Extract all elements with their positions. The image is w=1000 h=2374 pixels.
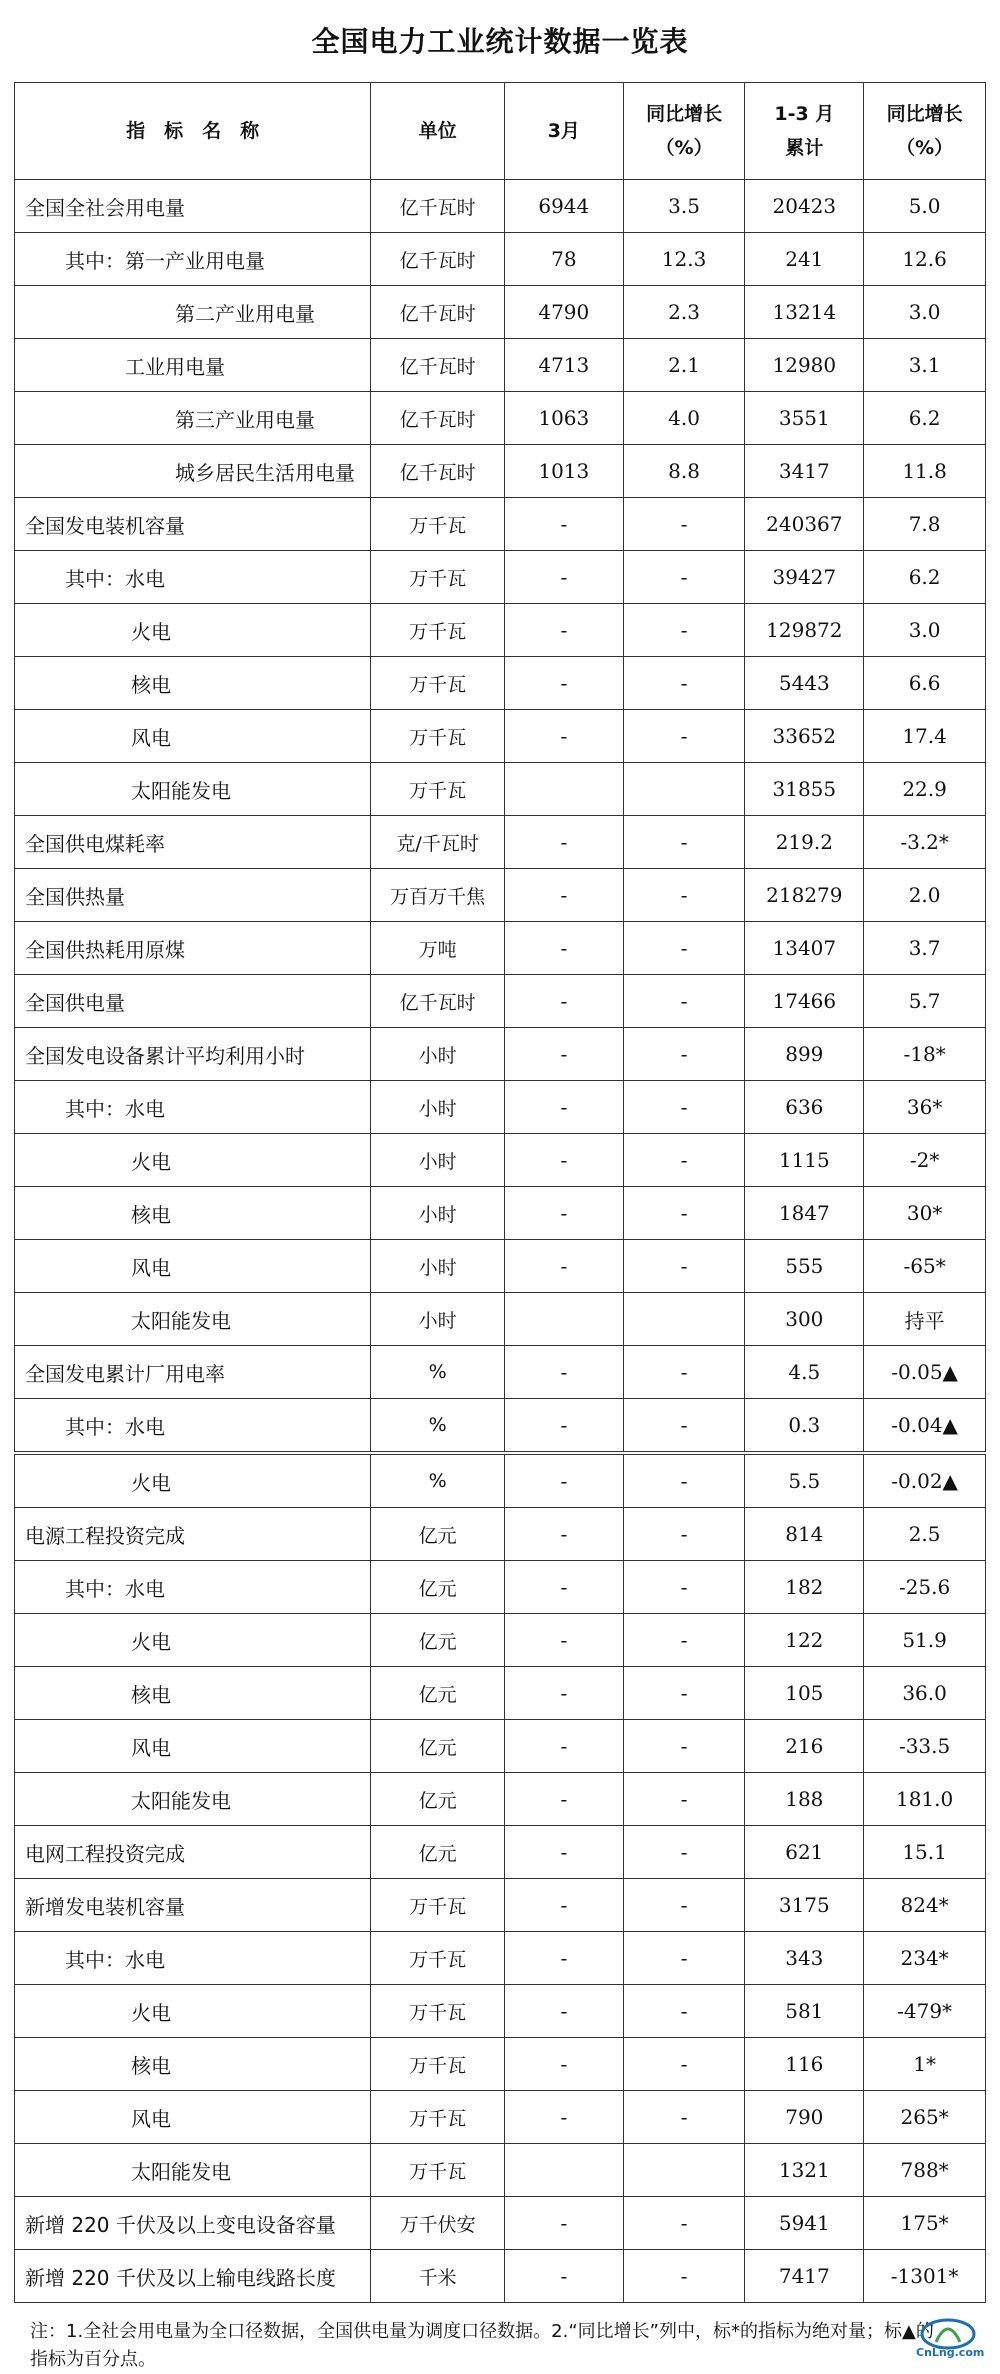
row-cumulative-cell: 3551 — [745, 392, 864, 445]
row-month-yoy-cell: - — [623, 1826, 745, 1879]
table-row — [15, 445, 986, 498]
row-name-cell: 工业用电量 — [15, 339, 371, 392]
header-cumulative-yoy-line2: （%） — [896, 137, 954, 159]
table-row — [15, 975, 986, 1028]
row-cumulative-yoy-cell: 12.6 — [864, 233, 986, 286]
row-month-yoy-cell: - — [623, 1720, 745, 1773]
row-name-cell: 其中：水电 — [15, 1561, 371, 1614]
row-cumulative-cell: 814 — [745, 1508, 864, 1561]
header-cumulative-line2: 累计 — [785, 137, 824, 159]
row-cumulative-yoy-cell: 3.0 — [864, 286, 986, 339]
row-unit-cell: 万千瓦 — [371, 2144, 505, 2197]
row-unit-cell: 亿元 — [371, 1826, 505, 1879]
row-cumulative-cell: 240367 — [745, 498, 864, 551]
row-month-cell: 78 — [504, 233, 623, 286]
table-row — [15, 1826, 986, 1879]
row-cumulative-cell: 555 — [745, 1240, 864, 1293]
row-name-cell: 全国发电累计厂用电率 — [15, 1346, 371, 1399]
row-month-cell: - — [504, 1134, 623, 1187]
row-cumulative-yoy-cell: 2.5 — [864, 1508, 986, 1561]
row-cumulative-cell: 1321 — [745, 2144, 864, 2197]
row-cumulative-cell: 20423 — [745, 180, 864, 233]
row-name-cell: 全国全社会用电量 — [15, 180, 371, 233]
row-month-yoy-cell: - — [623, 1879, 745, 1932]
row-cumulative-yoy-cell: -0.05▲ — [864, 1346, 986, 1399]
row-cumulative-yoy-cell: 6.2 — [864, 392, 986, 445]
row-month-yoy-cell: - — [623, 1399, 745, 1454]
row-unit-cell: % — [371, 1346, 505, 1399]
site-logo — [916, 2312, 985, 2364]
row-month-cell: - — [504, 1346, 623, 1399]
row-name-cell: 太阳能发电 — [15, 1773, 371, 1826]
row-cumulative-cell: 3417 — [745, 445, 864, 498]
row-month-yoy-cell: - — [623, 1667, 745, 1720]
row-month-yoy-cell: - — [623, 1773, 745, 1826]
row-cumulative-cell: 0.3 — [745, 1399, 864, 1454]
row-month-yoy-cell: - — [623, 1985, 745, 2038]
row-unit-cell: 小时 — [371, 1293, 505, 1346]
row-name-cell: 新增 220 千伏及以上输电线路长度 — [15, 2250, 371, 2303]
table-row — [15, 763, 986, 816]
row-month-yoy-cell: - — [623, 604, 745, 657]
row-cumulative-yoy-cell: 6.6 — [864, 657, 986, 710]
table-row — [15, 1187, 986, 1240]
row-cumulative-yoy-cell: -1301* — [864, 2250, 986, 2303]
row-cumulative-yoy-cell: 30* — [864, 1187, 986, 1240]
table-row — [15, 869, 986, 922]
row-month-cell: - — [504, 922, 623, 975]
row-cumulative-cell: 3175 — [745, 1879, 864, 1932]
table-row — [15, 1508, 986, 1561]
row-unit-cell: 亿千瓦时 — [371, 445, 505, 498]
row-name-cell: 火电 — [15, 604, 371, 657]
row-unit-cell: 亿元 — [371, 1773, 505, 1826]
row-month-cell — [504, 2144, 623, 2197]
row-name-cell: 风电 — [15, 1720, 371, 1773]
row-unit-cell: 亿元 — [371, 1667, 505, 1720]
table-row — [15, 2091, 986, 2144]
row-cumulative-yoy-cell: 3.7 — [864, 922, 986, 975]
row-cumulative-cell: 899 — [745, 1028, 864, 1081]
row-cumulative-cell: 33652 — [745, 710, 864, 763]
row-name-cell: 火电 — [15, 1134, 371, 1187]
row-cumulative-yoy-cell: 36.0 — [864, 1667, 986, 1720]
row-name-cell: 其中：水电 — [15, 1932, 371, 1985]
row-month-cell: - — [504, 1081, 623, 1134]
row-cumulative-cell: 343 — [745, 1932, 864, 1985]
row-month-yoy-cell: - — [623, 1187, 745, 1240]
row-cumulative-yoy-cell: -0.04▲ — [864, 1399, 986, 1454]
table-row — [15, 816, 986, 869]
table-row — [15, 1561, 986, 1614]
row-cumulative-yoy-cell: 22.9 — [864, 763, 986, 816]
row-unit-cell: 小时 — [371, 1187, 505, 1240]
row-cumulative-yoy-cell: 15.1 — [864, 1826, 986, 1879]
row-cumulative-yoy-cell: 788* — [864, 2144, 986, 2197]
table-row — [15, 657, 986, 710]
row-name-cell: 全国发电装机容量 — [15, 498, 371, 551]
row-month-yoy-cell: - — [623, 1081, 745, 1134]
row-month-cell: - — [504, 1508, 623, 1561]
row-name-cell: 核电 — [15, 1667, 371, 1720]
row-unit-cell: 万千瓦 — [371, 1932, 505, 1985]
row-cumulative-yoy-cell: -33.5 — [864, 1720, 986, 1773]
row-cumulative-cell: 13407 — [745, 922, 864, 975]
row-month-yoy-cell: - — [623, 1561, 745, 1614]
row-unit-cell: 小时 — [371, 1028, 505, 1081]
row-cumulative-cell: 218279 — [745, 869, 864, 922]
header-unit: 单位 — [371, 83, 505, 180]
row-name-cell: 火电 — [15, 1614, 371, 1667]
row-unit-cell: 亿千瓦时 — [371, 975, 505, 1028]
row-unit-cell: 万千伏安 — [371, 2197, 505, 2250]
row-cumulative-cell: 4.5 — [745, 1346, 864, 1399]
row-month-yoy-cell: - — [623, 498, 745, 551]
row-month-yoy-cell: - — [623, 2038, 745, 2091]
row-name-cell: 火电 — [15, 1453, 371, 1508]
table-row — [15, 2197, 986, 2250]
row-cumulative-yoy-cell: 7.8 — [864, 498, 986, 551]
logo-text: CnLng.com — [916, 2346, 985, 2359]
table-row — [15, 1028, 986, 1081]
row-month-yoy-cell: - — [623, 1453, 745, 1508]
row-month-cell: - — [504, 1932, 623, 1985]
header-name: 指 标 名 称 — [15, 83, 371, 180]
row-name-cell: 风电 — [15, 710, 371, 763]
row-unit-cell: 万千瓦 — [371, 551, 505, 604]
row-month-cell: - — [504, 975, 623, 1028]
row-cumulative-cell: 116 — [745, 2038, 864, 2091]
row-cumulative-cell: 188 — [745, 1773, 864, 1826]
row-name-cell: 核电 — [15, 1187, 371, 1240]
row-name-cell: 全国供热耗用原煤 — [15, 922, 371, 975]
row-month-yoy-cell: - — [623, 1346, 745, 1399]
row-month-cell: - — [504, 869, 623, 922]
row-unit-cell: 万千瓦 — [371, 604, 505, 657]
table-row — [15, 1134, 986, 1187]
row-cumulative-yoy-cell: -479* — [864, 1985, 986, 2038]
row-name-cell: 全国供电量 — [15, 975, 371, 1028]
row-cumulative-yoy-cell: 3.0 — [864, 604, 986, 657]
row-name-cell: 新增 220 千伏及以上变电设备容量 — [15, 2197, 371, 2250]
row-month-yoy-cell: - — [623, 816, 745, 869]
row-unit-cell: 万千瓦 — [371, 657, 505, 710]
row-month-cell: - — [504, 604, 623, 657]
row-unit-cell: 亿元 — [371, 1508, 505, 1561]
row-month-cell: - — [504, 710, 623, 763]
row-unit-cell: 亿千瓦时 — [371, 180, 505, 233]
row-name-cell: 电源工程投资完成 — [15, 1508, 371, 1561]
row-cumulative-cell: 5443 — [745, 657, 864, 710]
statistics-table — [14, 82, 986, 2303]
row-month-yoy-cell: - — [623, 657, 745, 710]
row-name-cell: 其中：水电 — [15, 1081, 371, 1134]
footnote: 注：1.全社会用电量为全口径数据，全国供电量为调度口径数据。2.“同比增长”列中，标*的指标为绝对量；标▲的指标为百分点。 — [30, 2321, 934, 2370]
table-row — [15, 551, 986, 604]
row-unit-cell: 万千瓦 — [371, 710, 505, 763]
row-month-cell: - — [504, 1773, 623, 1826]
row-name-cell: 全国供电煤耗率 — [15, 816, 371, 869]
row-name-cell: 风电 — [15, 2091, 371, 2144]
row-month-yoy-cell: 4.0 — [623, 392, 745, 445]
row-cumulative-cell: 219.2 — [745, 816, 864, 869]
row-name-cell: 其中：第一产业用电量 — [15, 233, 371, 286]
row-month-cell: - — [504, 1028, 623, 1081]
header-month-yoy-line1: 同比增长 — [646, 103, 723, 125]
row-month-cell: - — [504, 1826, 623, 1879]
row-unit-cell: 万千瓦 — [371, 2091, 505, 2144]
table-row — [15, 498, 986, 551]
table-row — [15, 1985, 986, 2038]
row-month-cell: - — [504, 2197, 623, 2250]
row-month-yoy-cell — [623, 2144, 745, 2197]
row-unit-cell: 万吨 — [371, 922, 505, 975]
row-unit-cell: 万百万千焦 — [371, 869, 505, 922]
row-name-cell: 全国发电设备累计平均利用小时 — [15, 1028, 371, 1081]
row-cumulative-cell: 5941 — [745, 2197, 864, 2250]
row-month-cell: - — [504, 1453, 623, 1508]
row-unit-cell: 万千瓦 — [371, 763, 505, 816]
row-cumulative-yoy-cell: 3.1 — [864, 339, 986, 392]
row-cumulative-cell: 105 — [745, 1667, 864, 1720]
row-month-cell: - — [504, 1879, 623, 1932]
row-cumulative-yoy-cell: 51.9 — [864, 1614, 986, 1667]
row-month-yoy-cell: - — [623, 975, 745, 1028]
table-row — [15, 1667, 986, 1720]
row-cumulative-yoy-cell: 5.0 — [864, 180, 986, 233]
table-row — [15, 1081, 986, 1134]
row-month-yoy-cell — [623, 763, 745, 816]
row-cumulative-yoy-cell: 36* — [864, 1081, 986, 1134]
row-cumulative-yoy-cell: -2* — [864, 1134, 986, 1187]
row-name-cell: 风电 — [15, 1240, 371, 1293]
table-row — [15, 710, 986, 763]
row-name-cell: 新增发电装机容量 — [15, 1879, 371, 1932]
row-unit-cell: 千米 — [371, 2250, 505, 2303]
row-cumulative-yoy-cell: 265* — [864, 2091, 986, 2144]
row-cumulative-cell: 12980 — [745, 339, 864, 392]
row-cumulative-yoy-cell: -65* — [864, 1240, 986, 1293]
row-cumulative-cell: 581 — [745, 1985, 864, 2038]
row-cumulative-yoy-cell: 11.8 — [864, 445, 986, 498]
row-month-cell: - — [504, 2038, 623, 2091]
row-month-yoy-cell: - — [623, 1508, 745, 1561]
table-row — [15, 1453, 986, 1508]
row-unit-cell: 小时 — [371, 1134, 505, 1187]
row-month-yoy-cell: 8.8 — [623, 445, 745, 498]
row-unit-cell: 万千瓦 — [371, 1879, 505, 1932]
row-cumulative-yoy-cell: 5.7 — [864, 975, 986, 1028]
table-row — [15, 1240, 986, 1293]
row-month-cell: - — [504, 1614, 623, 1667]
row-month-yoy-cell: - — [623, 551, 745, 604]
row-month-yoy-cell: - — [623, 1134, 745, 1187]
row-cumulative-cell: 1847 — [745, 1187, 864, 1240]
row-name-cell: 全国供热量 — [15, 869, 371, 922]
row-month-cell: 1013 — [504, 445, 623, 498]
header-cumulative-yoy — [864, 83, 986, 180]
header-month-yoy — [623, 83, 745, 180]
row-month-cell: - — [504, 1187, 623, 1240]
row-month-cell: - — [504, 1720, 623, 1773]
table-row — [15, 233, 986, 286]
row-month-yoy-cell: - — [623, 1028, 745, 1081]
row-unit-cell: 亿千瓦时 — [371, 233, 505, 286]
table-row — [15, 1932, 986, 1985]
row-month-yoy-cell: 2.3 — [623, 286, 745, 339]
row-month-cell: 4713 — [504, 339, 623, 392]
header-month-yoy-line2: （%） — [655, 137, 713, 159]
row-month-cell: - — [504, 551, 623, 604]
row-month-cell — [504, 1293, 623, 1346]
row-cumulative-cell: 31855 — [745, 763, 864, 816]
row-cumulative-cell: 216 — [745, 1720, 864, 1773]
row-month-yoy-cell: - — [623, 2197, 745, 2250]
table-row — [15, 2250, 986, 2303]
row-cumulative-yoy-cell: 175* — [864, 2197, 986, 2250]
row-month-cell: - — [504, 1240, 623, 1293]
table-body — [15, 180, 986, 2303]
row-unit-cell: 万千瓦 — [371, 2038, 505, 2091]
row-month-yoy-cell: 3.5 — [623, 180, 745, 233]
row-month-yoy-cell: - — [623, 869, 745, 922]
row-month-cell: 4790 — [504, 286, 623, 339]
row-month-cell: - — [504, 1667, 623, 1720]
row-month-cell: 1063 — [504, 392, 623, 445]
header-cumulative-line1: 1-3 月 — [774, 103, 835, 125]
row-unit-cell: 万千瓦 — [371, 498, 505, 551]
row-cumulative-cell: 636 — [745, 1081, 864, 1134]
table-row — [15, 286, 986, 339]
row-cumulative-cell: 13214 — [745, 286, 864, 339]
table-row — [15, 604, 986, 657]
row-cumulative-yoy-cell: 234* — [864, 1932, 986, 1985]
row-unit-cell: % — [371, 1453, 505, 1508]
row-cumulative-yoy-cell: 17.4 — [864, 710, 986, 763]
row-month-cell: - — [504, 1399, 623, 1454]
row-cumulative-yoy-cell: 2.0 — [864, 869, 986, 922]
row-month-cell: - — [504, 2250, 623, 2303]
row-name-cell: 电网工程投资完成 — [15, 1826, 371, 1879]
row-unit-cell: 亿千瓦时 — [371, 286, 505, 339]
row-unit-cell: 亿元 — [371, 1614, 505, 1667]
table-row — [15, 392, 986, 445]
table-row — [15, 1293, 986, 1346]
row-unit-cell: 亿元 — [371, 1720, 505, 1773]
row-unit-cell: 万千瓦 — [371, 1985, 505, 2038]
table-row — [15, 180, 986, 233]
row-month-yoy-cell: - — [623, 1614, 745, 1667]
row-month-cell — [504, 763, 623, 816]
row-cumulative-cell: 5.5 — [745, 1453, 864, 1508]
row-name-cell: 其中：水电 — [15, 551, 371, 604]
row-cumulative-cell: 621 — [745, 1826, 864, 1879]
row-unit-cell: 克/千瓦时 — [371, 816, 505, 869]
page-title: 全国电力工业统计数据一览表 — [311, 25, 689, 58]
row-month-cell: - — [504, 2091, 623, 2144]
row-month-yoy-cell: 2.1 — [623, 339, 745, 392]
row-cumulative-cell: 129872 — [745, 604, 864, 657]
row-month-yoy-cell: 12.3 — [623, 233, 745, 286]
header-cumulative-yoy-line1: 同比增长 — [886, 103, 963, 125]
row-month-yoy-cell — [623, 1293, 745, 1346]
row-cumulative-cell: 122 — [745, 1614, 864, 1667]
header-cumulative — [745, 83, 864, 180]
row-month-yoy-cell: - — [623, 710, 745, 763]
row-month-cell: - — [504, 1985, 623, 2038]
table-row — [15, 2144, 986, 2197]
row-cumulative-cell: 39427 — [745, 551, 864, 604]
row-month-cell: - — [504, 498, 623, 551]
row-month-cell: - — [504, 657, 623, 710]
row-name-cell: 其中：水电 — [15, 1399, 371, 1454]
row-month-cell: - — [504, 1561, 623, 1614]
row-month-yoy-cell: - — [623, 2091, 745, 2144]
table-row — [15, 1614, 986, 1667]
row-name-cell: 火电 — [15, 1985, 371, 2038]
row-name-cell: 太阳能发电 — [15, 763, 371, 816]
row-month-cell: - — [504, 816, 623, 869]
row-unit-cell: 亿千瓦时 — [371, 339, 505, 392]
row-unit-cell: % — [371, 1399, 505, 1454]
row-cumulative-yoy-cell: -18* — [864, 1028, 986, 1081]
row-cumulative-yoy-cell: 持平 — [864, 1293, 986, 1346]
row-unit-cell: 小时 — [371, 1240, 505, 1293]
row-cumulative-yoy-cell: 824* — [864, 1879, 986, 1932]
row-unit-cell: 亿千瓦时 — [371, 392, 505, 445]
row-cumulative-yoy-cell: -25.6 — [864, 1561, 986, 1614]
row-cumulative-cell: 300 — [745, 1293, 864, 1346]
row-name-cell: 第二产业用电量 — [15, 286, 371, 339]
row-name-cell: 城乡居民生活用电量 — [15, 445, 371, 498]
row-cumulative-yoy-cell: -0.02▲ — [864, 1453, 986, 1508]
row-month-yoy-cell: - — [623, 1932, 745, 1985]
row-cumulative-cell: 241 — [745, 233, 864, 286]
row-month-yoy-cell: - — [623, 922, 745, 975]
table-row — [15, 1879, 986, 1932]
table-row — [15, 922, 986, 975]
row-cumulative-cell: 17466 — [745, 975, 864, 1028]
row-cumulative-cell: 182 — [745, 1561, 864, 1614]
row-name-cell: 太阳能发电 — [15, 2144, 371, 2197]
row-month-cell: 6944 — [504, 180, 623, 233]
row-unit-cell: 亿元 — [371, 1561, 505, 1614]
table-header-row — [15, 83, 986, 180]
row-unit-cell: 小时 — [371, 1081, 505, 1134]
table-row — [15, 1399, 986, 1454]
row-cumulative-cell: 1115 — [745, 1134, 864, 1187]
row-name-cell: 第三产业用电量 — [15, 392, 371, 445]
row-cumulative-yoy-cell: -3.2* — [864, 816, 986, 869]
row-name-cell: 核电 — [15, 2038, 371, 2091]
row-cumulative-cell: 790 — [745, 2091, 864, 2144]
table-row — [15, 1773, 986, 1826]
table-row — [15, 339, 986, 392]
row-month-yoy-cell: - — [623, 1240, 745, 1293]
table-row — [15, 2038, 986, 2091]
row-cumulative-yoy-cell: 6.2 — [864, 551, 986, 604]
row-name-cell: 太阳能发电 — [15, 1293, 371, 1346]
row-cumulative-yoy-cell: 1* — [864, 2038, 986, 2091]
row-cumulative-yoy-cell: 181.0 — [864, 1773, 986, 1826]
table-row — [15, 1346, 986, 1399]
header-month: 3月 — [504, 83, 623, 180]
row-name-cell: 核电 — [15, 657, 371, 710]
row-cumulative-cell: 7417 — [745, 2250, 864, 2303]
row-month-yoy-cell: - — [623, 2250, 745, 2303]
table-row — [15, 1720, 986, 1773]
